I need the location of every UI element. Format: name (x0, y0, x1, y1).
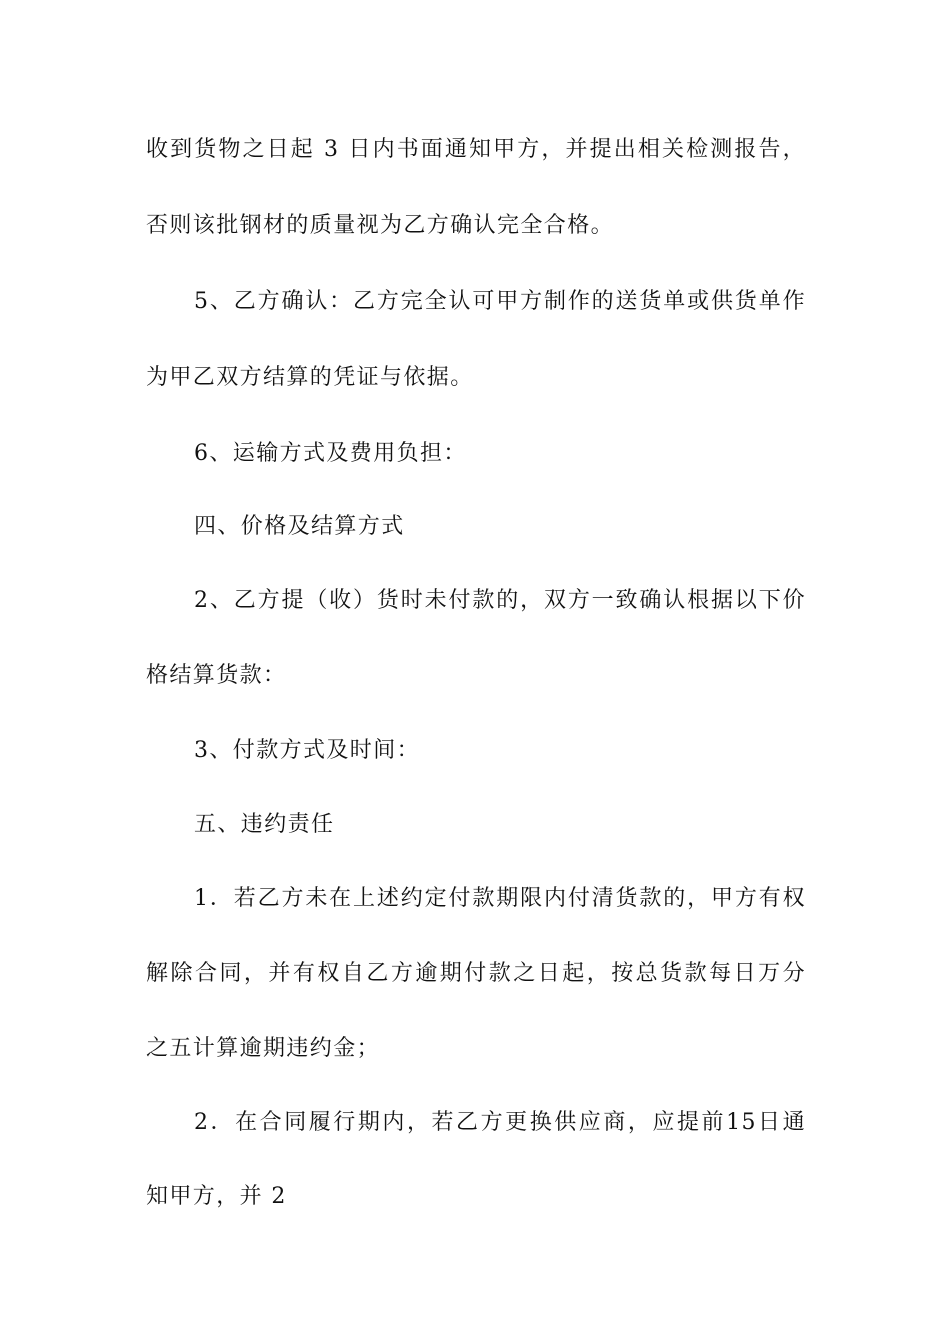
paragraph-line: 否则该批钢材的质量视为乙方确认完全合格。 (146, 213, 615, 238)
paragraph-line: 3、付款方式及时间： (194, 738, 420, 763)
paragraph-line: 格结算货款： (146, 663, 287, 688)
paragraph-line: 6、运输方式及费用负担： (194, 441, 467, 466)
paragraph-line: 2、乙方提（收）货时未付款的，双方一致确认根据以下价 (194, 588, 806, 613)
paragraph-line: 5、乙方确认：乙方完全认可甲方制作的送货单或供货单作 (194, 289, 806, 314)
paragraph-line: 为甲乙双方结算的凭证与依据。 (146, 365, 474, 390)
section-heading: 五、违约责任 (194, 812, 335, 837)
paragraph-line: 知甲方，并 2 (146, 1184, 287, 1209)
paragraph-line: 收到货物之日起 3 日内书面通知甲方，并提出相关检测报告， (146, 137, 806, 162)
paragraph-line: 解除合同，并有权自乙方逾期付款之日起，按总货款每日万分 (146, 961, 806, 986)
paragraph-line: 2．在合同履行期内，若乙方更换供应商，应提前15日通 (194, 1110, 806, 1135)
paragraph-line: 之五计算逾期违约金； (146, 1036, 381, 1061)
section-heading: 四、价格及结算方式 (194, 514, 405, 539)
paragraph-line: 1．若乙方未在上述约定付款期限内付清货款的，甲方有权 (194, 886, 806, 911)
